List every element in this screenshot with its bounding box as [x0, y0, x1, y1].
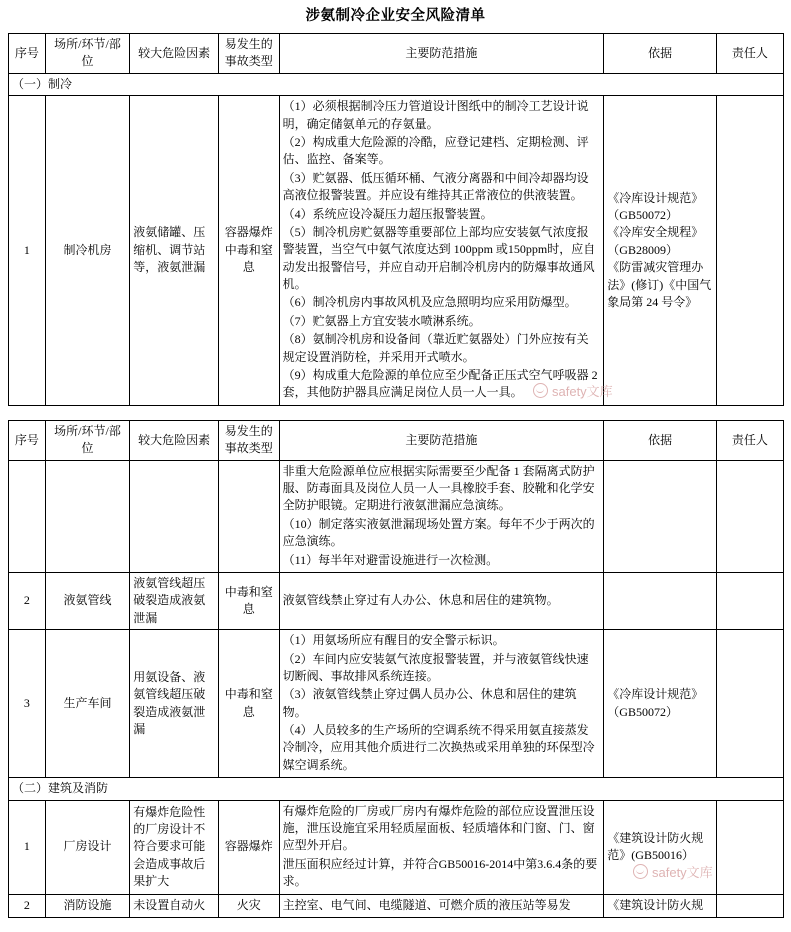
cell-person: [716, 460, 783, 572]
cell-person: [716, 630, 783, 778]
cell-basis: [604, 800, 717, 894]
measure-item: 有爆炸危险的厂房或厂房内有爆炸危险的部位应设置泄压设施，泄压设施宜采用轻质屋面板、轻质墙体和门窗、门、窗应型外开启。: [282, 803, 595, 853]
cell-factor: [130, 460, 219, 572]
cell-person: [716, 572, 783, 629]
watermark-label: safety文库: [552, 384, 613, 399]
column-header-place: 场所/环节/部位: [45, 420, 129, 460]
cell-type: 中毒和窒息: [218, 630, 279, 778]
column-header-basis: 依据: [604, 34, 717, 74]
section-label: （二）建筑及消防: [9, 778, 784, 800]
measure-item: 泄压面积应经过计算，并符合GB50016-2014中第3.6.4条的要求。: [282, 856, 598, 889]
measure-item: （2）构成重大危险源的冷酷，应登记建档、定期检测、评估、监控、备案等。: [282, 134, 589, 167]
cell-place: [45, 460, 129, 572]
cell-type: 容器爆炸中毒和窒息: [218, 96, 279, 406]
column-header-type: 易发生的事故类型: [218, 420, 279, 460]
cell-place: 消防设施: [45, 894, 129, 917]
cell-place: 液氨管线: [45, 572, 129, 629]
table-row: [9, 460, 784, 572]
cell-place: 制冷机房: [45, 96, 129, 406]
section-label: （一）制冷: [9, 73, 784, 95]
measure-item: （2）车间内应安装氨气浓度报警装置，并与液氨管线快速切断阀、事故排风系统连接。: [282, 651, 589, 683]
basis-item: 《冷库设计规范》（GB50072）: [607, 190, 704, 223]
column-header-measures: 主要防范措施: [279, 34, 604, 74]
measure-item: （8）氨制冷机房和设备间（靠近贮氨器处）门外应按有关规定设置消防栓，并采用开式喷水。: [282, 332, 589, 364]
column-header-factor: 较大危险因素: [130, 420, 219, 460]
column-header-no: 序号: [9, 420, 46, 460]
cell-factor: 有爆炸危险性的厂房设计不符合要求可能会造成事故后果扩大: [130, 800, 219, 894]
cell-person: [716, 96, 783, 406]
cell-factor: 用氨设备、液氨管线超压破裂造成液氨泄漏: [130, 630, 219, 778]
measure-item: （5）制冷机房贮氨器等重要部位上部均应安装氨气浓度报警装置，当空气中氨气浓度达到 100ppm 或150ppm时，应自动发出报警信号，并应自动开启制冷机房内的防爆事故通风机。: [282, 224, 596, 292]
column-header-person: 责任人: [716, 34, 783, 74]
section-row: [9, 778, 784, 800]
column-header-place: 场所/环节/部位: [45, 34, 129, 74]
cell-basis: [604, 572, 717, 629]
cell-basis: [604, 96, 717, 406]
table-header: [9, 420, 784, 460]
measure-item: （4）人员较多的生产场所的空调系统不得采用氨直接蒸发冷制冷，应用其他介质进行二次换热或采用单独的环保型冷媒空调系统。: [282, 723, 595, 772]
basis-item: 《建筑设计防火规范》(GB50016）: [607, 830, 704, 863]
measure-item: 液氨管线禁止穿过有人办公、休息和居住的建筑物。: [282, 592, 559, 607]
column-header-basis: 依据: [604, 420, 717, 460]
basis-item: 《防雷减灾管理办法》(修订)《中国气象局第 24 号令》: [607, 260, 712, 309]
cell-type: [218, 460, 279, 572]
cell-factor: 未设置自动火: [130, 894, 219, 917]
measure-item: （9）构成重大危险源的单位应至少配备正压式空气呼吸器 2 套，其他防护器具应满足岗位人员一人一具。: [282, 368, 598, 400]
cell-place: 厂房设计: [45, 800, 129, 894]
cell-no: 2: [9, 894, 46, 917]
table-header: [9, 34, 784, 74]
cell-measures: [279, 572, 604, 629]
basis-item: 《冷库安全规程》（GB28009）: [607, 225, 704, 257]
table-row: [9, 800, 784, 894]
cell-factor: 液氨管线超压破裂造成液氨泄漏: [130, 572, 219, 629]
cell-measures: [279, 800, 604, 894]
cell-basis: [604, 460, 717, 572]
measure-item: （10）制定落实液氨泄漏现场处置方案。每年不少于两次的应急演练。: [282, 516, 595, 549]
cell-type: 火灾: [218, 894, 279, 917]
table-row: [9, 96, 784, 406]
cell-factor: 液氨储罐、压缩机、调节站等，液氨泄漏: [130, 96, 219, 406]
risk-table-1: [8, 33, 784, 406]
column-header-no: 序号: [9, 34, 46, 74]
measure-item: （1）必须根据制冷压力管道设计图纸中的制冷工艺设计说明，确定储氨单元的存氨量。: [282, 99, 589, 131]
table-row: [9, 630, 784, 778]
cell-no: 1: [9, 96, 46, 406]
table-row: [9, 572, 784, 629]
measure-item: （11）每半年对避雷设施进行一次检测。: [282, 552, 499, 567]
column-header-person: 责任人: [716, 420, 783, 460]
cell-no: 2: [9, 572, 46, 629]
measure-item: （3）液氨管线禁止穿过偶人员办公、休息和居住的建筑物。: [282, 687, 577, 719]
cell-measures: [279, 460, 604, 572]
page-title: 涉氨制冷企业安全风险清单: [305, 8, 486, 24]
cell-basis: [604, 630, 717, 778]
table-header-row: [9, 34, 784, 74]
cell-no: [9, 460, 46, 572]
measure-item: 主控室、电气间、电缆隧道、可燃介质的液压站等易发: [282, 897, 571, 912]
column-header-type: 易发生的事故类型: [218, 34, 279, 74]
measure-item: （4）系统应设冷凝压力超压报警装置。: [282, 206, 493, 221]
measure-item: （1）用氨场所应有醒目的安全警示标识。: [282, 633, 505, 648]
basis-item: 《冷库设计规范》（GB50072）: [607, 687, 704, 719]
measure-item: （3）贮氨器、低压循环桶、气液分离器和中间冷却器均设高液位报警装置。并应设有维持其正常液位的供液装置。: [282, 170, 589, 203]
watermark-label: safety文库: [652, 865, 713, 880]
column-header-measures: 主要防范措施: [279, 420, 604, 460]
cell-no: 3: [9, 630, 46, 778]
section-row: [9, 73, 784, 95]
measure-item: （7）贮氨器上方宜安装水喷淋系统。: [282, 313, 481, 328]
measure-item: （6）制冷机房内事故风机及应急照明均应采用防爆型。: [282, 295, 577, 310]
table-header-row: [9, 420, 784, 460]
cell-type: 中毒和窒息: [218, 572, 279, 629]
cell-type: 容器爆炸: [218, 800, 279, 894]
measure-item: 非重大危险源单位应根据实际需要至少配备 1 套隔离式防护服、防毒面具及岗位人员一人一具橡胶手套、胶靴和化学安全防护眼镜。定期进行液氨泄漏应急演练。: [282, 463, 595, 513]
cell-measures: [279, 630, 604, 778]
cell-person: [716, 800, 783, 894]
basis-item: 《建筑设计防火规: [607, 898, 704, 913]
cell-measures: [279, 96, 604, 406]
risk-table-2: [8, 420, 784, 918]
cell-no: 1: [9, 800, 46, 894]
column-header-factor: 较大危险因素: [130, 34, 219, 74]
cell-place: 生产车间: [45, 630, 129, 778]
